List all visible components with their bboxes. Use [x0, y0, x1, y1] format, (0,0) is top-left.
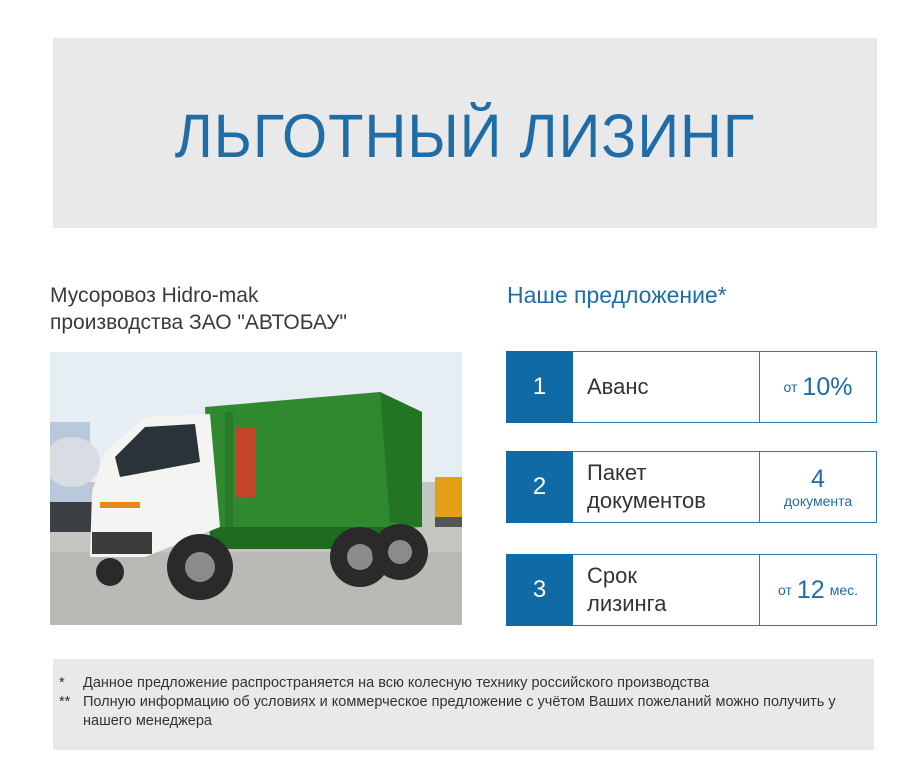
offer-row-term [506, 554, 877, 626]
footnote-text: Полную информацию об условиях и коммерческое предложение с учётом Ваших пожеланий можно получить у нашего менеджера [83, 694, 836, 729]
offer-row-value [760, 452, 876, 522]
hero-banner [53, 38, 877, 228]
offer-row-label-line1: Пакет [587, 460, 647, 485]
offer-row-advance [506, 351, 877, 423]
footnote [59, 674, 874, 693]
value-main: 4 [811, 465, 825, 493]
value-main: 12 [796, 575, 825, 604]
footnote [59, 693, 874, 731]
offer-row-label-line2: документов [587, 488, 706, 513]
value-prefix: от [777, 582, 792, 598]
offer-row-number: 1 [506, 351, 573, 423]
offer-row-label [587, 352, 757, 422]
offer-row-label-line1: Срок [587, 563, 637, 588]
offer-title: Наше предложение* [507, 282, 727, 308]
offer-row-documents [506, 451, 877, 523]
footnote-text: Данное предложение распространяется на всю колесную технику российского производства [83, 675, 710, 691]
offer-row-label [587, 452, 757, 522]
footnote-mark: * [59, 675, 65, 691]
value-prefix: от [783, 379, 798, 395]
offer-row-number: 3 [506, 554, 573, 626]
value-main: 10% [802, 372, 853, 401]
truck-caption [50, 282, 450, 336]
offer-row-number: 2 [506, 451, 573, 523]
page-title: ЛЬГОТНЫЙ ЛИЗИНГ [174, 101, 756, 171]
offer-row-label-line2: лизинга [587, 591, 667, 616]
footnote-mark: ** [59, 694, 71, 710]
offer-row-value [760, 352, 876, 422]
truck-photo [50, 352, 462, 625]
truck-caption-line1: Мусоровоз Hidro-mak [50, 284, 259, 307]
footnotes [53, 659, 874, 750]
value-suffix: документа [783, 493, 853, 509]
offer-row-value [760, 555, 876, 625]
offer-row-label-line1: Аванс [587, 374, 649, 399]
offer-row-label [587, 555, 757, 625]
truck-caption-line2: производства ЗАО "АВТОБАУ" [50, 311, 347, 334]
value-suffix: мес. [829, 582, 858, 598]
